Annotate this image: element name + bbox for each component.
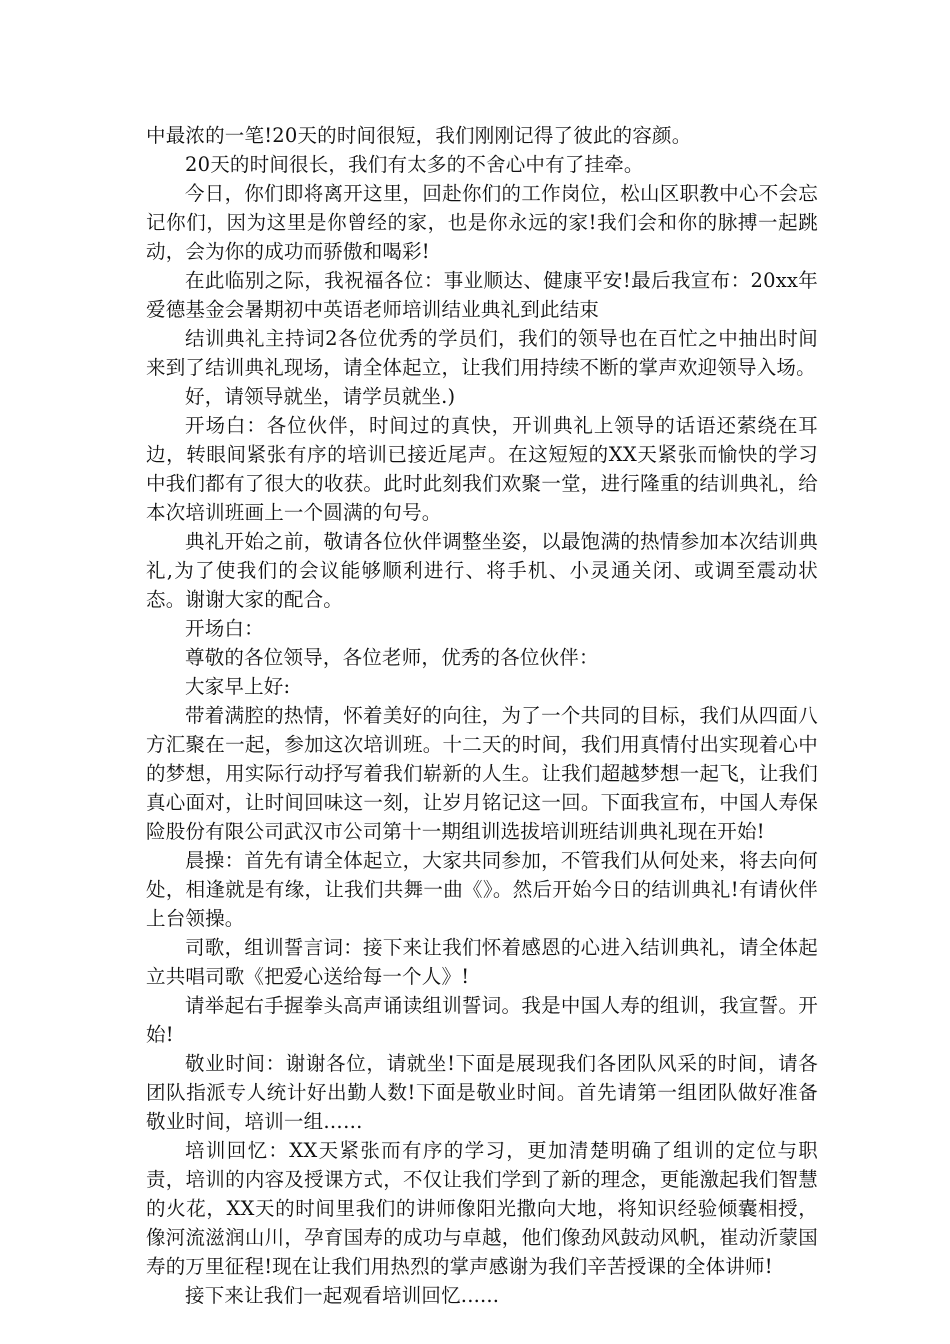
paragraph: 好，请领导就坐，请学员就坐.) — [185, 385, 456, 408]
paragraph-continuation: 中最浓的一笔!20天的时间很短，我们刚刚记得了彼此的容颜。 — [146, 124, 692, 147]
paragraph: 在此临别之际，我祝福各位：事业顺达、健康平安!最后我宣布：20xx年爱德基金会暑期初中英语老师培训结业典礼到此结束 — [146, 269, 818, 321]
paragraph: 司歌，组训誓言词：接下来让我们怀着感恩的心进入结训典礼，请全体起立共唱司歌《把爱心送给每一个人》! — [146, 936, 818, 988]
paragraph: 开场白：各位伙伴，时间过的真快，开训典礼上领导的话语还萦绕在耳边，转眼间紧张有序的培训已接近尾声。在这短短的XX天紧张而愉快的学习中我们都有了很大的收获。此时此刻我们欢聚一堂，进行隆重的结训典礼，给本次培训班画上一个圆满的句号。 — [146, 414, 818, 524]
paragraph-greeting: 大家早上好: — [185, 675, 291, 698]
paragraph: 结训典礼主持词2各位优秀的学员们，我们的领导也在百忙之中抽出时间来到了结训典礼现场，请全体起立，让我们用持续不断的掌声欢迎领导入场。 — [146, 327, 818, 379]
paragraph: 接下来让我们一起观看培训回忆...... — [185, 1284, 500, 1307]
paragraph: 请举起右手握拳头高声诵读组训誓词。我是中国人寿的组训，我宣誓。开始! — [146, 994, 818, 1046]
paragraph: 今日，你们即将离开这里，回赴你们的工作岗位，松山区职教中心不会忘记你们，因为这里是你曾经的家，也是你永远的家!我们会和你的脉搏一起跳动，会为你的成功而骄傲和喝彩! — [146, 182, 818, 263]
paragraph-salutation: 尊敬的各位领导，各位老师，优秀的各位伙伴： — [185, 646, 599, 669]
paragraph: 敬业时间：谢谢各位，请就坐!下面是展现我们各团队风采的时间，请各团队指派专人统计好出勤人数!下面是敬业时间。首先请第一组团队做好准备敬业时间，培训一组…… — [146, 1052, 818, 1133]
document-page — [146, 121, 818, 1310]
paragraph: 培训回忆：XX天紧张而有序的学习，更加清楚明确了组训的定位与职责，培训的内容及授课方式，不仅让我们学到了新的理念，更能激起我们智慧的火花，XX天的时间里我们的讲师像阳光撒向大地，将知识经验倾囊相授，像河流滋润山川，孕育国寿的成功与卓越，他们像劲风鼓动风帆，崔动沂蒙国寿的万里征程!现在让我们用热烈的掌声感谢为我们辛苦授课的全体讲师! — [146, 1139, 818, 1278]
paragraph: 晨操：首先有请全体起立，大家共同参加，不管我们从何处来，将去向何处，相逢就是有缘，让我们共舞一曲《》。然后开始今日的结训典礼!有请伙伴上台领操。 — [146, 849, 818, 930]
paragraph-heading: 开场白： — [185, 617, 264, 640]
paragraph: 带着满腔的热情，怀着美好的向往，为了一个共同的目标，我们从四面八方汇聚在一起，参加这次培训班。十二天的时间，我们用真情付出实现着心中的梦想，用实际行动抒写着我们崭新的人生。让我们超越梦想一起飞，让我们真心面对，让时间回味这一刻，让岁月铭记这一回。下面我宣布，中国人寿保险股份有限公司武汉市公司第十一期组训选拔培训班结训典礼现在开始! — [146, 704, 818, 843]
paragraph: 典礼开始之前，敬请各位伙伴调整坐姿，以最饱满的热情参加本次结训典礼,为了使我们的会议能够顺利进行、将手机、小灵通关闭、或调至震动状态。谢谢大家的配合。 — [146, 530, 818, 611]
paragraph: 20天的时间很长，我们有太多的不舍心中有了挂牵。 — [185, 153, 644, 176]
